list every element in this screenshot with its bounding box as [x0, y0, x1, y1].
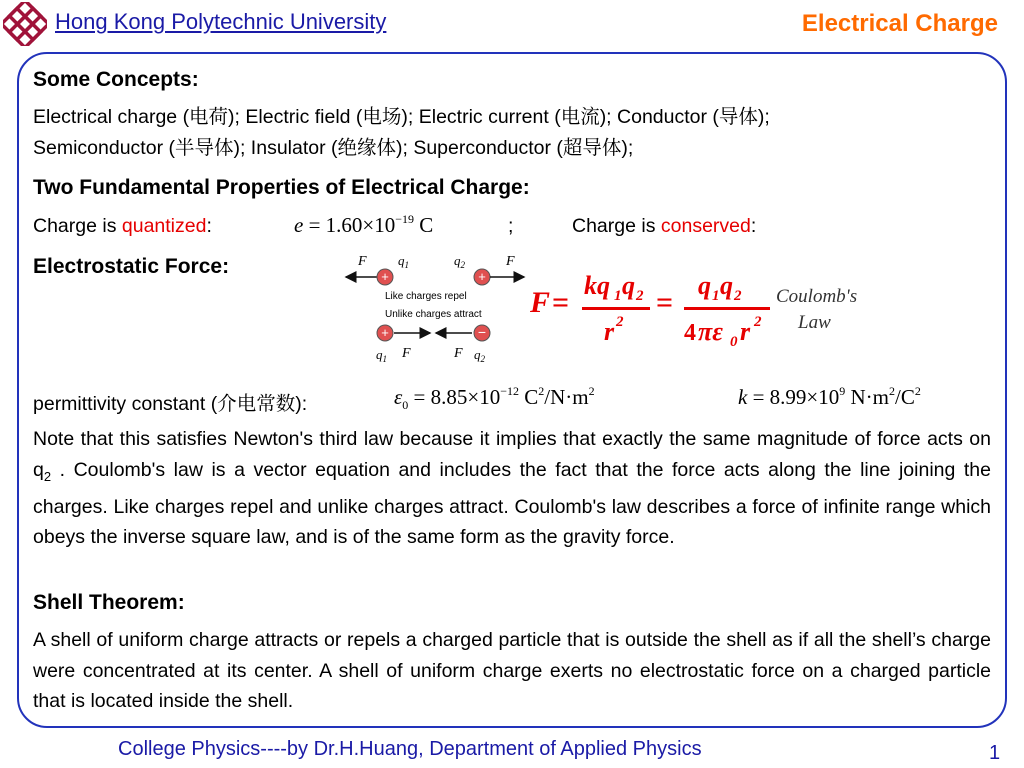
force-label-top-right: F	[506, 254, 515, 269]
slide-title: Electrical Charge	[801, 10, 998, 37]
charge-force-diagram	[340, 249, 540, 367]
svg-text:q: q	[622, 271, 635, 300]
svg-text:q2	[474, 347, 486, 364]
svg-text:−: −	[477, 324, 487, 340]
svg-text:q1	[398, 253, 409, 270]
k-unit-b: /C	[895, 385, 915, 409]
k-formula	[738, 384, 921, 410]
unlike-charges-caption: Unlike charges attract	[385, 309, 482, 320]
shell-heading: Shell Theorem:	[33, 591, 185, 614]
shell-paragraph: A shell of uniform charge attracts or repels a charged particle that is outside the shell as if all the shell’s charge were concentrated at its center. A shell of uniform charge exerts no electrostatic force on a charged particle that is located inside the shell.	[33, 629, 991, 712]
epsilon-symbol: ε	[394, 385, 403, 409]
force-label-bottom-right: F	[454, 346, 463, 361]
e-value: = 1.60×10	[303, 213, 396, 237]
colon: :	[206, 215, 212, 237]
q2-label-bottom: q	[474, 347, 481, 362]
note-subscript: 2	[43, 468, 52, 484]
svg-text:0: 0	[730, 334, 738, 350]
svg-text:q2	[454, 253, 466, 270]
footer-text: College Physics----by Dr.H.Huang, Department of Applied Physics	[118, 738, 702, 760]
q2-sub-top: 2	[460, 260, 465, 270]
q1-sub-top: 1	[404, 260, 409, 270]
e-unit: C	[414, 213, 434, 237]
k-symbol: k	[738, 385, 748, 409]
semicolon: ;	[508, 215, 514, 237]
fundamental-heading: Two Fundamental Properties of Electrical Charge:	[33, 176, 530, 199]
svg-text:+: +	[478, 269, 486, 284]
q2-sub-bottom: 2	[480, 354, 485, 364]
note-text-1: Note that this satisfies Newton's third law because it implies that exactly the same magnitude of force acts on q	[33, 428, 991, 481]
epsilon-unit-b: /N·m	[544, 385, 589, 409]
svg-text:πε: πε	[698, 317, 723, 346]
k-unit-exp-2: 2	[914, 384, 921, 398]
svg-text:1: 1	[614, 288, 622, 304]
epsilon-exponent: −12	[500, 384, 519, 398]
like-charges-caption: Like charges repel	[385, 291, 467, 302]
note-text-2: . Coulomb's law is a vector equation and includes the fact that the force acts along the line joining the charges. Like charges repel and unlike charges attract. Coulomb's law describes a force of infinite range which obeys the inverse square law, and is of the same form as the gravity force.	[33, 458, 991, 549]
note-paragraph	[33, 424, 991, 553]
svg-text:2: 2	[754, 314, 762, 330]
epsilon-unit-a: C	[519, 385, 539, 409]
quantized-line	[33, 211, 212, 241]
svg-text:q1	[376, 347, 387, 364]
concepts-line-2: Semiconductor (半导体); Insulator (绝缘体); Superconductor (超导体);	[33, 137, 634, 159]
coulombs-law-equation	[530, 262, 890, 354]
elementary-charge-formula	[294, 212, 433, 238]
k-unit-exp: 2	[889, 384, 896, 398]
k-unit-a: N·m	[845, 385, 890, 409]
svg-text:1: 1	[712, 288, 720, 304]
svg-text:=: =	[656, 286, 674, 319]
svg-text:kq: kq	[584, 271, 610, 300]
svg-text:+: +	[381, 269, 389, 284]
svg-text:2: 2	[734, 288, 742, 304]
svg-text:r: r	[740, 317, 751, 346]
epsilon-unit-exp-2: 2	[588, 384, 595, 398]
q2-label-top: q	[454, 253, 461, 268]
conserved-line	[572, 211, 756, 241]
svg-text:r: r	[604, 317, 615, 346]
epsilon-unit-exp: 2	[538, 384, 545, 398]
coulombs-law-label-2: Law	[798, 312, 831, 333]
university-logo-icon	[3, 2, 47, 46]
e-symbol: e	[294, 213, 304, 237]
svg-text:+: +	[381, 325, 389, 340]
force-label-top-left: F	[358, 254, 367, 269]
force-label-bottom-left: F	[402, 346, 411, 361]
q1-label-bottom: q	[376, 347, 383, 362]
svg-text:F: F	[530, 286, 551, 319]
conserved-word: conserved	[660, 215, 751, 237]
k-value: = 8.99×10	[747, 385, 840, 409]
svg-text:2: 2	[616, 314, 624, 330]
page-number: 1	[989, 742, 1001, 764]
quantized-word: quantized	[121, 215, 207, 237]
electrostatic-heading: Electrostatic Force:	[33, 255, 230, 278]
svg-text:q: q	[720, 271, 733, 300]
university-link[interactable]: Hong Kong Polytechnic University	[55, 9, 387, 34]
svg-text:4: 4	[684, 320, 696, 346]
k-exponent: 9	[839, 384, 846, 398]
epsilon-value: = 8.85×10	[408, 385, 501, 409]
concepts-line-1: Electrical charge (电荷); Electric field (电场); Electric current (电流); Conductor (导体);	[33, 106, 770, 128]
concepts-heading: Some Concepts:	[33, 68, 199, 91]
svg-text:q: q	[698, 271, 711, 300]
svg-text:=: =	[552, 286, 570, 319]
q1-sub-bottom: 1	[382, 354, 387, 364]
permittivity-label: permittivity constant (介电常数):	[33, 393, 308, 415]
colon-2: :	[750, 215, 757, 237]
epsilon-formula	[394, 384, 595, 413]
charge-is-label: Charge is	[33, 215, 122, 237]
epsilon-sub: 0	[402, 398, 409, 413]
q1-label-top: q	[398, 253, 405, 268]
coulombs-law-label-1: Coulomb's	[776, 286, 858, 307]
charge-is-label-2: Charge is	[572, 215, 661, 237]
e-exponent: −19	[395, 212, 415, 226]
svg-text:2: 2	[636, 288, 644, 304]
